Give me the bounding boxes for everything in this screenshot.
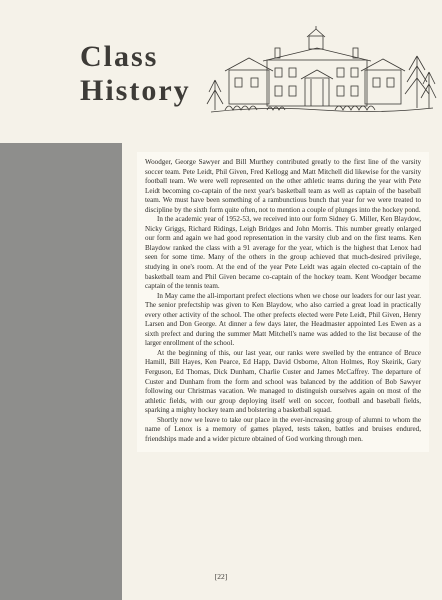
paragraph: In the academic year of 1952-53, we received into our form Sidney G. Miller, Ken Blaydow, Nicky Griggs, Richard Ridings, Leigh Bridges and John Morris. This number greatly enlarged our form and again we had good representation in the varsity club and on the first teams. Ken Blaydow ranked the class with a 91 average for the year, which is the highest that Lenox had seen for some time. Many of the others in the group achieved that much-desired privilege, studying in one's room. At the end of the year Pete Leidt was again elected co-captain of the basketball team and Phil Given became co-captain of the hockey team. Kent Woodger became captain of the tennis team. [145,215,421,291]
page-number: [22] [214,572,228,581]
paragraph: At the beginning of this, our last year, our ranks were swelled by the entrance of Bruce Hamill, Bill Hayes, Ken Pearce, Ed Happ, David Osborne, Alton Holmes, Roy Skeirik, Gary Ferguson, Ed Thomas, Dick Dunham, Charlie Custer and James McCaffrey. The departure of Custer and Dunham from the form and school was balanced by the addition of Bob Sawyer following our Christmas vacation. We managed to distinguish ourselves again on most of the athletic fields, with our group deploying itself well on soccer, football and baseball fields, sparking a mighty hockey team and bolstering a basketball squad. [145,348,421,415]
page-title [80,40,191,108]
title-line-2: History [80,74,191,107]
school-building-sketch-icon [205,26,437,118]
paragraph: In May came the all-important prefect elections when we chose our leaders for our last year. The senior prefectship was given to Ken Blaydow, who also carried a great load in practically every other activity of the school. The other prefects elected were Pete Leidt, Phil Given, Henry Larsen and Don George. At dinner a few days later, the Headmaster appointed Les Ewen as a sixth prefect and during the summer Matt Mitchell's name was added to the list because of the larger enrollment of the school. [145,291,421,348]
decorative-side-bar [0,143,122,600]
paragraph: Shortly now we leave to take our place in the ever-increasing group of alumni to whom the name of Lenox is a memory of games played, tests taken, battles and bruises endured, friendships made and a wider picture obtained of God working through men. [145,415,421,443]
class-history-text [137,152,429,452]
title-line-1: Class [80,40,159,73]
paragraph: Woodger, George Sawyer and Bill Murthey contributed greatly to the first line of the varsity soccer team. Pete Leidt, Phil Given, Fred Kellogg and Matt Mitchell did likewise for the varsity football team. We were well represented on the other athletic teams during the year with Pete Leidt becoming co-captain of the next year's basketball team as well as captain of the baseball team. We must have been something of a rambunctious bunch that year for we were treated to discipline by the sixth form quite often, not to mention a couple of plunges into the hockey pond. [145,158,421,214]
